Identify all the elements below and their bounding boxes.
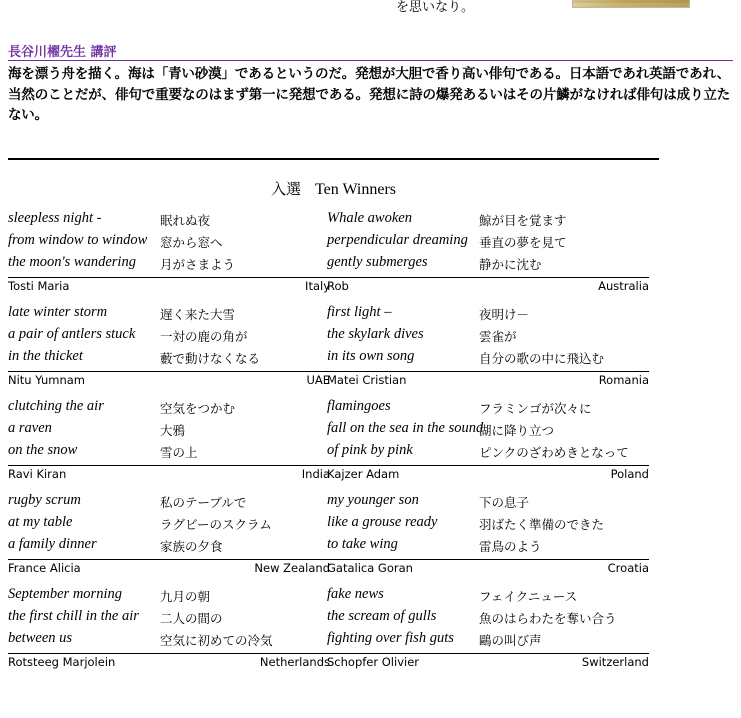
winner-author: Nitu Yumnam [8,373,85,387]
haiku-line-en: rugby scrum [8,492,81,508]
haiku-line [8,232,330,254]
haiku-line [8,492,330,514]
haiku-line-en: the skylark dives [327,326,424,342]
haiku-line-jp: 空気に初めての冷気 [160,633,273,648]
haiku-lines [8,304,330,370]
critic-commentary-body: 海を漂う舟を描く。海は「青い砂漠」であるというのだ。発想が大胆で香り高い俳句である。日本語であれ英語であれ、当然のことだが、俳句で重要なのはまず第一に発想である。発想に詩の爆発あるいはその片鱗がなければ俳句は成り立たない。 [8,66,730,124]
haiku-line-jp: 月がさまよう [160,257,236,272]
haiku-line-jp: 二人の間の [160,611,223,626]
winner-country: Poland [610,467,649,481]
haiku-line [327,492,649,514]
haiku-line-jp: フェイクニュース [479,589,578,604]
haiku-line-jp: 垂直の夢を見て [479,235,567,250]
winner-author: Schopfer Olivier [327,655,419,669]
winner-country: Australia [598,279,649,293]
haiku-line [327,348,649,370]
winners-heading-en: Ten Winners [314,181,397,198]
haiku-line [327,608,649,630]
haiku-line-jp: 鯨が目を覚ます [479,213,567,228]
haiku-line-en: a pair of antlers stuck [8,326,136,342]
haiku-line-en: from window to window [8,232,148,248]
haiku-line [8,420,330,442]
winner-entry [327,304,649,390]
winner-byline [8,559,330,578]
haiku-line-jp: 一対の鹿の角が [160,329,248,344]
haiku-line-jp: 家族の夕食 [160,539,223,554]
haiku-line [8,210,330,232]
haiku-line-en: a raven [8,420,52,436]
winner-byline [327,465,649,484]
winner-entry [327,492,649,578]
haiku-line-jp: 眠れぬ夜 [160,213,211,228]
winner-entry [8,210,330,296]
haiku-line-en: gently submerges [327,254,428,270]
haiku-line-jp: フラミンゴが次々に [479,401,592,416]
haiku-line-jp: 湖に降り立つ [479,423,555,438]
haiku-line-jp: 夜明け－ [479,307,530,322]
haiku-line-en: at my table [8,514,73,530]
haiku-line [8,608,330,630]
haiku-line-en: fall on the sea in the sound [327,420,484,436]
winner-country: New Zealand [254,561,330,575]
haiku-line-en: first light – [327,304,392,320]
winner-byline [8,465,330,484]
haiku-line-en: fake news [327,586,384,602]
haiku-line [8,442,330,464]
haiku-line-en: between us [8,630,73,646]
haiku-line [8,536,330,558]
critic-title-divider [8,60,733,61]
haiku-lines [327,210,649,276]
winners-section-divider [8,158,659,160]
haiku-line [327,420,649,442]
winner-entry [327,210,649,296]
haiku-line [8,326,330,348]
haiku-line-en: of pink by pink [327,442,413,458]
haiku-line-jp: 雷鳥のよう [479,539,542,554]
haiku-line [327,326,649,348]
haiku-line [327,254,649,276]
winner-entry [8,586,330,672]
winners-column-left [8,210,330,680]
winner-entry [8,304,330,390]
haiku-line [8,348,330,370]
haiku-lines [327,398,649,464]
haiku-lines [8,586,330,652]
haiku-line-en: fighting over fish guts [327,630,454,646]
winner-country: Romania [598,373,649,387]
haiku-line-en: like a grouse ready [327,514,438,530]
winner-author: Kajzer Adam [327,467,400,481]
winner-country: Netherlands [259,655,330,669]
haiku-line-jp: 静かに沈む [479,257,542,272]
winner-country: UAE [306,373,330,387]
haiku-lines [8,398,330,464]
haiku-line-jp: ピンクのざわめきとなって [479,445,629,460]
critic-commentary-title: 長谷川櫂先生 講評 [8,45,117,60]
haiku-line-jp: 羽ばたく準備のできた [479,517,605,532]
winner-country: Croatia [607,561,649,575]
winner-author: France Alicia [8,561,81,575]
winners-heading-jp: 入選 [270,180,301,198]
haiku-line-en: in the thicket [8,348,83,364]
haiku-line-jp: 私のテーブルで [160,495,247,510]
winner-author: Tosti Maria [8,279,70,293]
winner-country: Switzerland [581,655,649,669]
haiku-lines [327,586,649,652]
previous-section-text-fragment: を思いなり。 [396,0,475,15]
winner-byline [327,277,649,296]
winner-byline [8,371,330,390]
winner-entry [327,398,649,484]
winner-entry [8,398,330,484]
haiku-line-en: to take wing [327,536,398,552]
thumbnail-band-lower [573,0,689,3]
haiku-lines [327,492,649,558]
haiku-line-en: a family dinner [8,536,97,552]
haiku-line-jp: 自分の歌の中に飛込む [479,351,605,366]
haiku-line [327,536,649,558]
winner-entry [327,586,649,672]
haiku-line [8,630,330,652]
haiku-line-en: flamingoes [327,398,391,414]
haiku-line-en: late winter storm [8,304,108,320]
winner-author: Rotsteeg Marjolein [8,655,116,669]
haiku-line-jp: 窓から窓へ [160,235,223,250]
haiku-line [327,630,649,652]
haiku-line [8,514,330,536]
winner-author: Gatalica Goran [327,561,413,575]
haiku-line-en: perpendicular dreaming [327,232,468,248]
haiku-line-jp: 空気をつかむ [160,401,236,416]
winner-byline [327,653,649,672]
haiku-line [327,586,649,608]
haiku-line-jp: 魚のはらわたを奪い合う [479,611,617,626]
haiku-line-en: clutching the air [8,398,104,414]
winner-country: India [301,467,330,481]
winners-column-right [327,210,649,680]
haiku-line-en: the moon's wandering [8,254,136,270]
winner-byline [8,653,330,672]
haiku-line-jp: 雪の上 [160,445,198,460]
haiku-line [327,304,649,326]
haiku-line-en: the first chill in the air [8,608,139,624]
winner-author: Rob [327,279,349,293]
haiku-line-jp: ラグビーのスクラム [160,517,272,532]
haiku-line-jp: 下の息子 [479,495,530,510]
haiku-line-jp: 鷗の叫び声 [479,633,542,648]
haiku-line-en: my younger son [327,492,419,508]
winner-entry [8,492,330,578]
haiku-line [8,398,330,420]
haiku-line-en: on the snow [8,442,78,458]
winner-byline [327,371,649,390]
winner-byline [327,559,649,578]
haiku-line-jp: 藪で動けなくなる [160,351,261,366]
winner-author: Ravi Kiran [8,467,67,481]
haiku-line-en: sleepless night - [8,210,102,226]
haiku-line [8,254,330,276]
haiku-lines [8,492,330,558]
haiku-line [8,304,330,326]
haiku-line [327,442,649,464]
haiku-line [327,398,649,420]
haiku-line-en: Whale awoken [327,210,412,226]
winners-heading [8,178,659,199]
haiku-artwork-thumbnail [572,0,690,8]
haiku-line [327,232,649,254]
haiku-lines [8,210,330,276]
haiku-line-en: in its own song [327,348,415,364]
haiku-lines [327,304,649,370]
haiku-line [327,210,649,232]
haiku-line-jp: 遅く来た大雪 [160,307,236,322]
haiku-line [327,514,649,536]
winner-country: Italy [305,279,330,293]
haiku-line-en: the scream of gulls [327,608,437,624]
haiku-line [8,586,330,608]
haiku-line-jp: 九月の朝 [160,589,211,604]
haiku-line-en: September morning [8,586,122,602]
haiku-line-jp: 大鴉 [160,423,186,438]
haiku-line-jp: 雲雀が [479,329,517,344]
winner-author: Matei Cristian [327,373,407,387]
winner-byline [8,277,330,296]
